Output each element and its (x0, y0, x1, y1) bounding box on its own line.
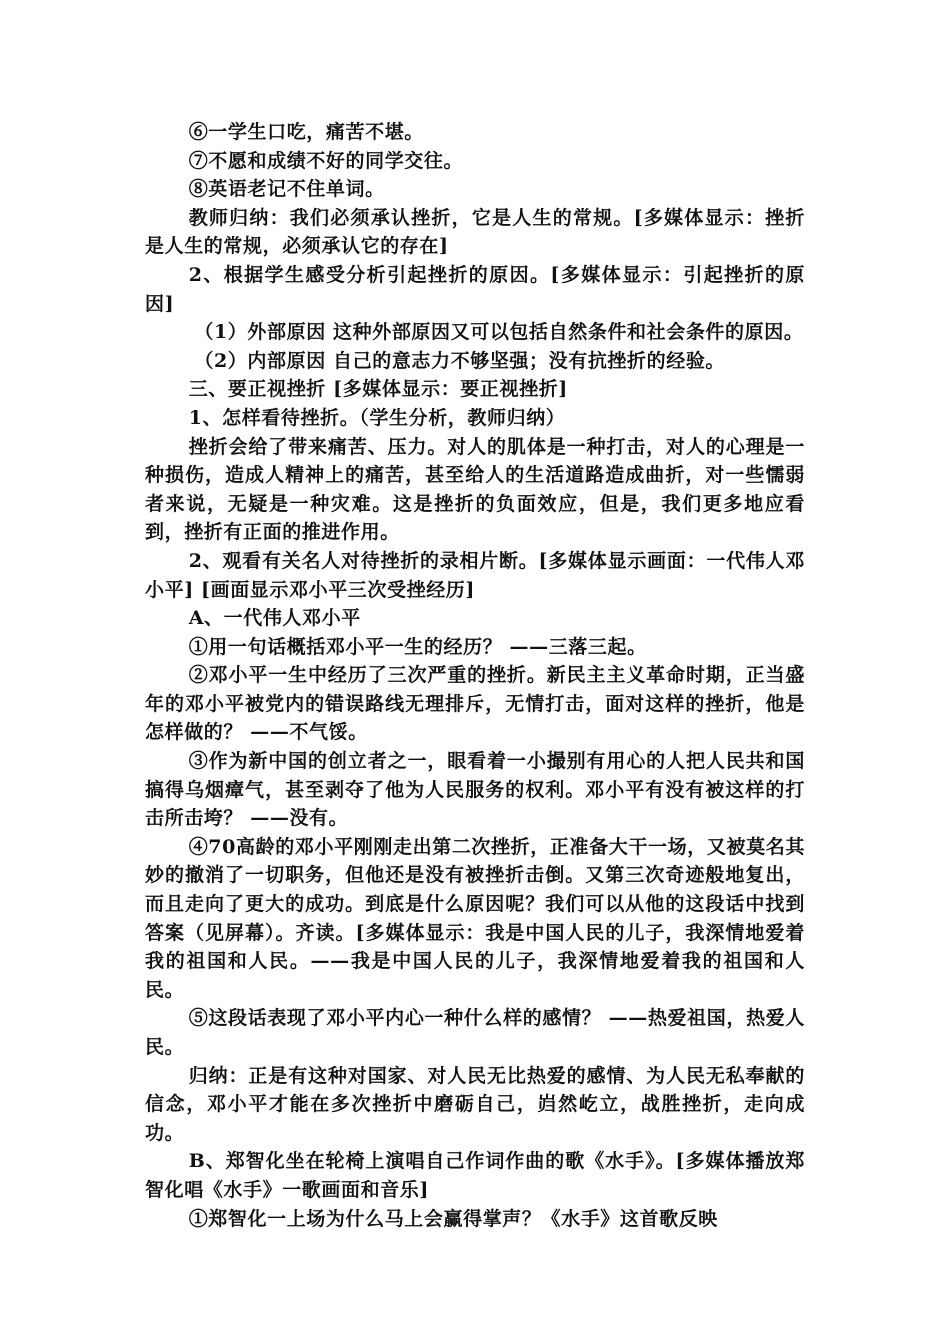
paragraph: ③作为新中国的创立者之一，眼看着一小撮别有用心的人把人民共和国搞得乌烟瘴气，甚至剥夺了他为人民服务的权利。邓小平有没有被这样的打击所击垮？ ——没有。 (145, 750, 805, 830)
paragraph: （1）外部原因 这种外部原因又可以包括自然条件和社会条件的原因。 (194, 321, 804, 344)
paragraph: ⑧英语老记不住单词。 (188, 178, 385, 201)
paragraph: 2、观看有关名人对待挫折的录相片断。[多媒体显示画面：一代伟人邓小平] [画面显示邓小平三次受挫经历] (145, 549, 805, 601)
paragraph: ⑥一学生口吃，痛苦不堪。 (188, 121, 424, 143)
document-body (145, 118, 805, 1233)
paragraph: ①郑智化一上场为什么马上会赢得掌声？《水手》这首歌反映 (188, 1207, 718, 1230)
paragraph: A、一代伟人邓小平 (188, 607, 361, 630)
paragraph: ②邓小平一生中经历了三次严重的挫折。新民主主义革命时期，正当盛年的邓小平被党内的错误路线无理排斥，无情打击，面对这样的挫折，他是怎样做的？ ——不气馁。 (145, 664, 805, 744)
paragraph: （2）内部原因 自己的意志力不够坚强；没有抗挫折的经验。 (194, 349, 726, 372)
paragraph: 挫折会给了带来痛苦、压力。对人的肌体是一种打击，对人的心理是一种损伤，造成人精神上的痛苦，甚至给人的生活道路造成曲折，对一些懦弱者来说，无疑是一种灾难。这是挫折的负面效应，但是，我们更多地应看到，挫折有正面的推进作用。 (145, 435, 805, 544)
paragraph: ④70高龄的邓小平刚刚走出第二次挫折，正准备大干一场，又被莫名其妙的撤消了一切职务，但他还是没有被挫折击倒。又第三次奇迹般地复出，而且走向了更大的成功。到底是什么原因呢？我们可以从他的这段话中找到答案（见屏幕）。齐读。[多媒体显示：我是中国人民的儿子，我深情地爱着我的祖国和人民。——我是中国人民的儿子，我深情地爱着我的祖国和人民。 (145, 835, 805, 1001)
paragraph: 归纳：正是有这种对国家、对人民无比热爱的感情、为人民无私奉献的信念，邓小平才能在多次挫折中磨砺自己，岿然屹立，战胜挫折，走向成功。 (145, 1064, 805, 1144)
section-heading: 三、要正视挫折 [多媒体显示：要正视挫折] (188, 378, 568, 401)
paragraph: ⑦不愿和成绩不好的同学交往。 (188, 149, 464, 172)
paragraph: 1、怎样看待挫折。（学生分析，教师归纳） (188, 406, 566, 429)
paragraph: ①用一句话概括邓小平一生的经历？ ——三落三起。 (188, 635, 647, 658)
paragraph: 2、根据学生感受分析引起挫折的原因。[多媒体显示：引起挫折的原因] (145, 263, 805, 315)
paragraph: ⑤这段话表现了邓小平内心一种什么样的感情？ ——热爱祖国，热爱人民。 (145, 1007, 805, 1058)
paragraph: 教师归纳：我们必须承认挫折，它是人生的常规。[多媒体显示：挫折是人生的常规，必须承认它的存在] (145, 206, 805, 258)
paragraph: B、郑智化坐在轮椅上演唱自己作词作曲的歌《水手》。[多媒体播放郑智化唱《水手》一歌画面和音乐] (145, 1150, 805, 1201)
